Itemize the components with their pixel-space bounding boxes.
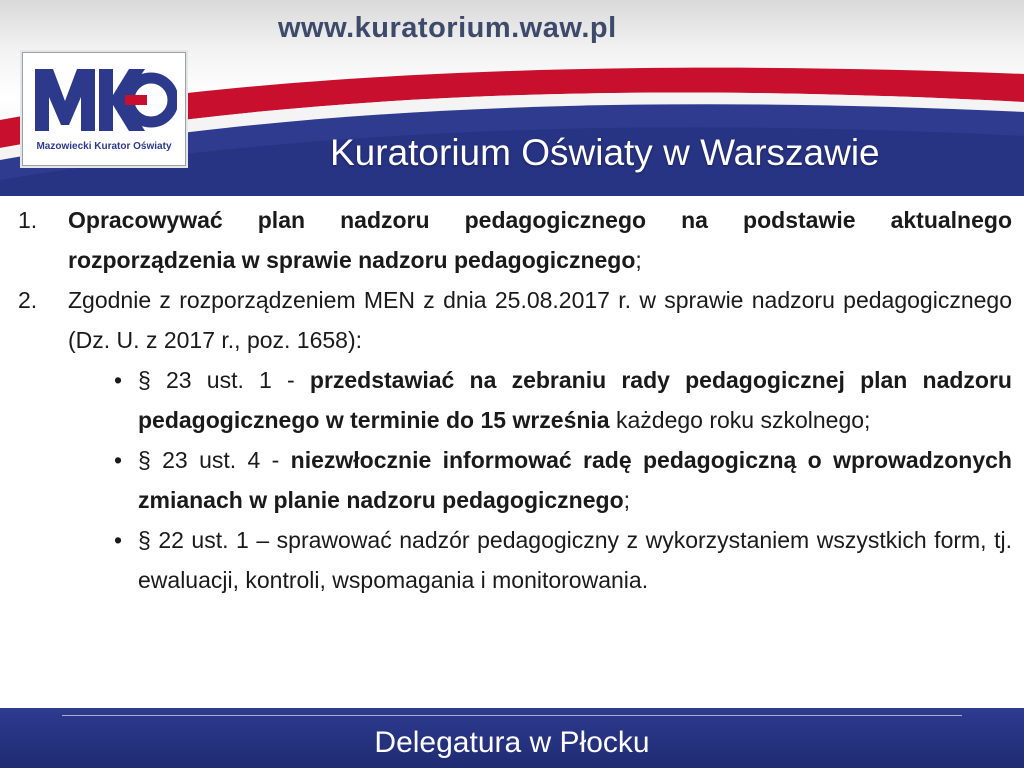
bullet-suffix: każdego roku szkolnego; (609, 407, 871, 433)
footer-label: Delegatura w Płocku (374, 726, 650, 759)
bullet-suffix: ; (623, 487, 631, 513)
bullet-marker: • (114, 447, 123, 473)
mko-logo-mark (29, 59, 177, 137)
bullet-prefix: § 23 ust. 4 - (138, 447, 291, 473)
list-item-2 (18, 280, 1012, 360)
mko-logo (22, 52, 186, 166)
document-content (18, 200, 1012, 600)
bullet-item-2 (18, 440, 1012, 520)
bullet-prefix: § 23 ust. 1 - (138, 367, 310, 393)
list-number: 2. (18, 287, 38, 313)
footer-divider (62, 715, 962, 716)
item-2-text: Zgodnie z rozporządzeniem MEN z dnia 25.08.2017 r. w sprawie nadzoru pedagogicznego (Dz. U. z 2017 r., poz. 1658): (68, 287, 1012, 353)
bullet-prefix: § 22 ust. 1 – sprawować nadzór pedagogiczny z wykorzystaniem wszystkich form, tj. ewaluacji, kontroli, wspomagania i monitorowania. (138, 527, 1012, 593)
website-url: www.kuratorium.waw.pl (278, 12, 617, 44)
list-number: 1. (18, 207, 38, 233)
bullet-bold-text: przedstawiać na zebraniu rady pedagogicznej plan nadzoru pedagogicznego w terminie do 15 września (138, 367, 1012, 433)
bullet-marker: • (114, 367, 123, 393)
header-banner (0, 0, 1024, 196)
item-1-bold-text: Opracowywać plan nadzoru pedagogicznego na podstawie aktualnego rozporządzenia w sprawie nadzoru pedagogicznego (68, 207, 1012, 273)
bullet-item-3 (18, 520, 1012, 600)
item-1-end: ; (635, 247, 642, 273)
bullet-item-1 (18, 360, 1012, 440)
list-item-1 (18, 200, 1012, 280)
bullet-marker: • (114, 527, 123, 553)
bullet-bold-text: niezwłocznie informować radę pedagogiczną o wprowadzonych zmianach w planie nadzoru pedagogicznego (138, 447, 1012, 513)
logo-caption: Mazowiecki Kurator Oświaty (36, 141, 172, 152)
footer-bar (0, 708, 1024, 768)
office-title: Kuratorium Oświaty w Warszawie (330, 132, 880, 173)
